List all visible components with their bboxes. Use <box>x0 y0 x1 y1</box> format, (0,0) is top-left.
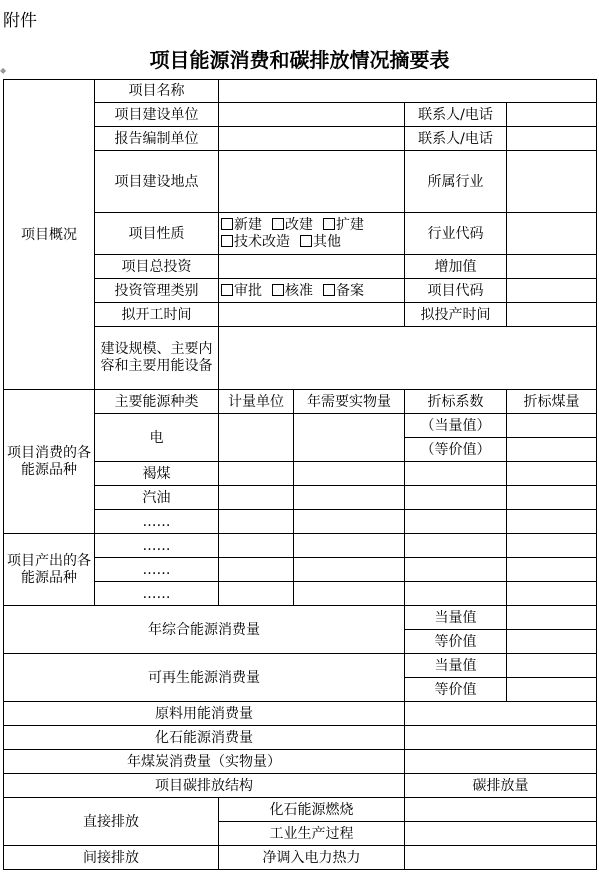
field-total-investment[interactable] <box>219 255 405 279</box>
checkbox-icon[interactable] <box>221 218 233 230</box>
label-equal-value-paren: （等价值） <box>405 438 507 462</box>
label-added-value: 增加值 <box>405 255 507 279</box>
field-output-2-coal[interactable] <box>507 558 597 582</box>
field-construction-unit[interactable] <box>219 103 405 127</box>
header-energy-type: 主要能源种类 <box>95 390 219 414</box>
field-lignite-unit[interactable] <box>219 462 294 486</box>
label-planned-start: 拟开工时间 <box>95 303 219 327</box>
field-industrial-process[interactable] <box>405 822 597 846</box>
label-planned-production: 拟投产时间 <box>405 303 507 327</box>
field-contact-2[interactable] <box>507 127 597 151</box>
label-equivalent-paren: （当量值） <box>405 414 507 438</box>
label-direct-emission: 直接排放 <box>4 798 219 846</box>
checkbox-icon[interactable] <box>323 284 335 296</box>
field-electricity-coal-ev[interactable] <box>507 438 597 462</box>
field-output-2-amount[interactable] <box>294 558 405 582</box>
field-output-3-coal[interactable] <box>507 582 597 606</box>
label-location: 项目建设地点 <box>95 151 219 213</box>
label-nature: 项目性质 <box>95 213 219 255</box>
field-added-value[interactable] <box>507 255 597 279</box>
field-output-1-unit[interactable] <box>219 534 294 558</box>
checkbox-icon[interactable] <box>221 284 233 296</box>
energy-electricity: 电 <box>95 414 219 462</box>
label-coal: 年煤炭消费量（实物量） <box>4 750 405 774</box>
field-output-3-coef[interactable] <box>405 582 507 606</box>
label-net-electricity-heat: 净调入电力热力 <box>219 846 405 870</box>
field-gasoline-coef[interactable] <box>405 486 507 510</box>
label-invest-mgmt: 投资管理类别 <box>95 279 219 303</box>
option-rebuild[interactable]: 改建 <box>272 217 313 233</box>
checkbox-icon[interactable] <box>300 235 312 247</box>
field-project-code[interactable] <box>507 279 597 303</box>
energy-more: …… <box>95 510 219 534</box>
field-renewable-equivalent[interactable] <box>507 654 597 678</box>
field-output-1-coal[interactable] <box>507 534 597 558</box>
field-output-2-coef[interactable] <box>405 558 507 582</box>
mgmt-options <box>219 279 405 303</box>
field-fossil[interactable] <box>405 726 597 750</box>
label-raw-material: 原料用能消费量 <box>4 702 405 726</box>
label-construction-unit: 项目建设单位 <box>95 103 219 127</box>
option-expand[interactable]: 扩建 <box>323 217 364 233</box>
option-tech-renovation[interactable]: 技术改造 <box>221 234 290 250</box>
label-annual-total: 年综合能源消费量 <box>4 606 405 654</box>
output-item-3: …… <box>95 582 219 606</box>
section-output: 项目产出的各能源品种 <box>4 534 95 606</box>
label-scale: 建设规模、主要内容和主要用能设备 <box>95 327 219 390</box>
field-renewable-equal-value[interactable] <box>507 678 597 702</box>
header-annual-amount: 年需要实物量 <box>294 390 405 414</box>
label-total-equivalent: 当量值 <box>405 606 507 630</box>
field-industry-code[interactable] <box>507 213 597 255</box>
field-more-amount[interactable] <box>294 510 405 534</box>
nature-options <box>219 213 405 255</box>
label-fossil-combustion: 化石能源燃烧 <box>219 798 405 822</box>
label-contact-1: 联系人/电话 <box>405 103 507 127</box>
field-output-3-unit[interactable] <box>219 582 294 606</box>
label-industry: 所属行业 <box>405 151 507 213</box>
label-report-unit: 报告编制单位 <box>95 127 219 151</box>
field-gasoline-amount[interactable] <box>294 486 405 510</box>
field-industry[interactable] <box>507 151 597 213</box>
field-output-1-amount[interactable] <box>294 534 405 558</box>
label-carbon-amount: 碳排放量 <box>405 774 597 798</box>
checkbox-icon[interactable] <box>272 284 284 296</box>
field-more-coal[interactable] <box>507 510 597 534</box>
label-industry-code: 行业代码 <box>405 213 507 255</box>
label-renewable: 可再生能源消费量 <box>4 654 405 702</box>
label-renewable-equivalent: 当量值 <box>405 654 507 678</box>
field-planned-production[interactable] <box>507 303 597 327</box>
field-scale[interactable] <box>219 327 597 390</box>
attachment-label: 附件 <box>3 11 37 31</box>
field-output-2-unit[interactable] <box>219 558 294 582</box>
checkbox-icon[interactable] <box>323 218 335 230</box>
label-carbon-structure: 项目碳排放结构 <box>4 774 405 798</box>
output-item-1: …… <box>95 534 219 558</box>
label-total-equal-value: 等价值 <box>405 630 507 654</box>
field-output-3-amount[interactable] <box>294 582 405 606</box>
label-renewable-equal-value: 等价值 <box>405 678 507 702</box>
label-indirect-emission: 间接排放 <box>4 846 219 870</box>
label-project-code: 项目代码 <box>405 279 507 303</box>
anchor-mark: ◆ <box>0 66 7 75</box>
label-contact-2: 联系人/电话 <box>405 127 507 151</box>
option-approval[interactable]: 审批 <box>221 283 262 299</box>
field-electricity-amount[interactable] <box>294 414 405 462</box>
field-raw-material[interactable] <box>405 702 597 726</box>
field-total-equivalent[interactable] <box>507 606 597 630</box>
section-consumption: 项目消费的各能源品种 <box>4 390 95 534</box>
field-location[interactable] <box>219 151 405 213</box>
label-industrial-process: 工业生产过程 <box>219 822 405 846</box>
field-lignite-amount[interactable] <box>294 462 405 486</box>
summary-table <box>3 79 597 870</box>
field-more-coef[interactable] <box>405 510 507 534</box>
header-coefficient: 折标系数 <box>405 390 507 414</box>
label-fossil: 化石能源消费量 <box>4 726 405 750</box>
field-more-unit[interactable] <box>219 510 294 534</box>
field-contact-1[interactable] <box>507 103 597 127</box>
header-standard-coal: 折标煤量 <box>507 390 597 414</box>
option-verify[interactable]: 核准 <box>272 283 313 299</box>
label-project-name: 项目名称 <box>95 80 219 103</box>
option-record[interactable]: 备案 <box>323 283 364 299</box>
field-lignite-coef[interactable] <box>405 462 507 486</box>
field-coal[interactable] <box>405 750 597 774</box>
field-net-electricity-heat[interactable] <box>405 846 597 870</box>
energy-gasoline: 汽油 <box>95 486 219 510</box>
output-item-2: …… <box>95 558 219 582</box>
field-fossil-combustion[interactable] <box>405 798 597 822</box>
option-new[interactable]: 新建 <box>221 217 262 233</box>
checkbox-icon[interactable] <box>221 235 233 247</box>
section-overview: 项目概况 <box>4 80 95 390</box>
field-gasoline-unit[interactable] <box>219 486 294 510</box>
option-other[interactable]: 其他 <box>300 234 341 250</box>
label-total-investment: 项目总投资 <box>95 255 219 279</box>
header-unit: 计量单位 <box>219 390 294 414</box>
field-project-name[interactable] <box>219 80 597 103</box>
field-output-1-coef[interactable] <box>405 534 507 558</box>
checkbox-icon[interactable] <box>272 218 284 230</box>
field-lignite-coal[interactable] <box>507 462 597 486</box>
form-title: 项目能源消费和碳排放情况摘要表 <box>149 48 450 72</box>
field-electricity-unit[interactable] <box>219 414 294 462</box>
field-gasoline-coal[interactable] <box>507 486 597 510</box>
field-total-equal-value[interactable] <box>507 630 597 654</box>
field-report-unit[interactable] <box>219 127 405 151</box>
field-planned-start[interactable] <box>219 303 405 327</box>
field-electricity-coal-eq[interactable] <box>507 414 597 438</box>
energy-lignite: 褐煤 <box>95 462 219 486</box>
